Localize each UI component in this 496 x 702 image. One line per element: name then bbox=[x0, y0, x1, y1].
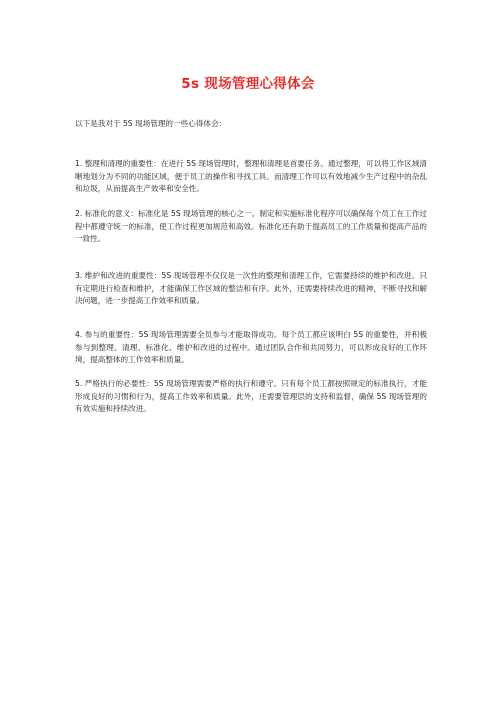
paragraph-3: 3. 维护和改进的重要性：5S 现场管理不仅仅是一次性的整理和清理工作，它需要持续的维护和改进。只有定期进行检查和维护，才能确保工作区域的整洁和有序。此外，还需要持续改进的精神，不断寻找和解决问题，进一步提高工作效率和质量。 bbox=[75, 271, 427, 306]
paragraph-2: 2. 标准化的意义：标准化是 5S 现场管理的核心之一。制定和实施标准化程序可以确保每个员工在工作过程中都遵守统一的标准，使工作过程更加规范和高效。标准化还有助于提高员工的工作质量和提高产品的一致性。 bbox=[75, 209, 427, 244]
document-title: 5s 现场管理心得体会 bbox=[181, 76, 315, 92]
paragraph-1: 1. 整理和清理的重要性：在进行 5S 现场管理时，整理和清理是首要任务。通过整理，可以将工作区域清晰地划分为不同的功能区域，便于员工的操作和寻找工具。而清理工作可以有效地减少生产过程中的杂乱和垃圾，从而提高生产效率和安全性。 bbox=[75, 159, 427, 194]
paragraph-5: 5. 严格执行的必要性：5S 现场管理需要严格的执行和遵守。只有每个员工都按照规定的标准执行，才能形成良好的习惯和行为，提高工作效率和质量。此外，还需要管理层的支持和监督，确保 5S 现场管理的有效实施和持续改进。 bbox=[75, 379, 427, 414]
intro-text: 以下是我对于 5S 现场管理的一些心得体会： bbox=[75, 119, 227, 128]
paragraph-4: 4. 参与的重要性：5S 现场管理需要全员参与才能取得成功。每个员工都应该明白 5S 的重要性，并积极参与到整理、清理、标准化、维护和改进的过程中。通过团队合作和共同努力，可以形成良好的工作环境，提高整体的工作效率和质量。 bbox=[75, 330, 427, 365]
